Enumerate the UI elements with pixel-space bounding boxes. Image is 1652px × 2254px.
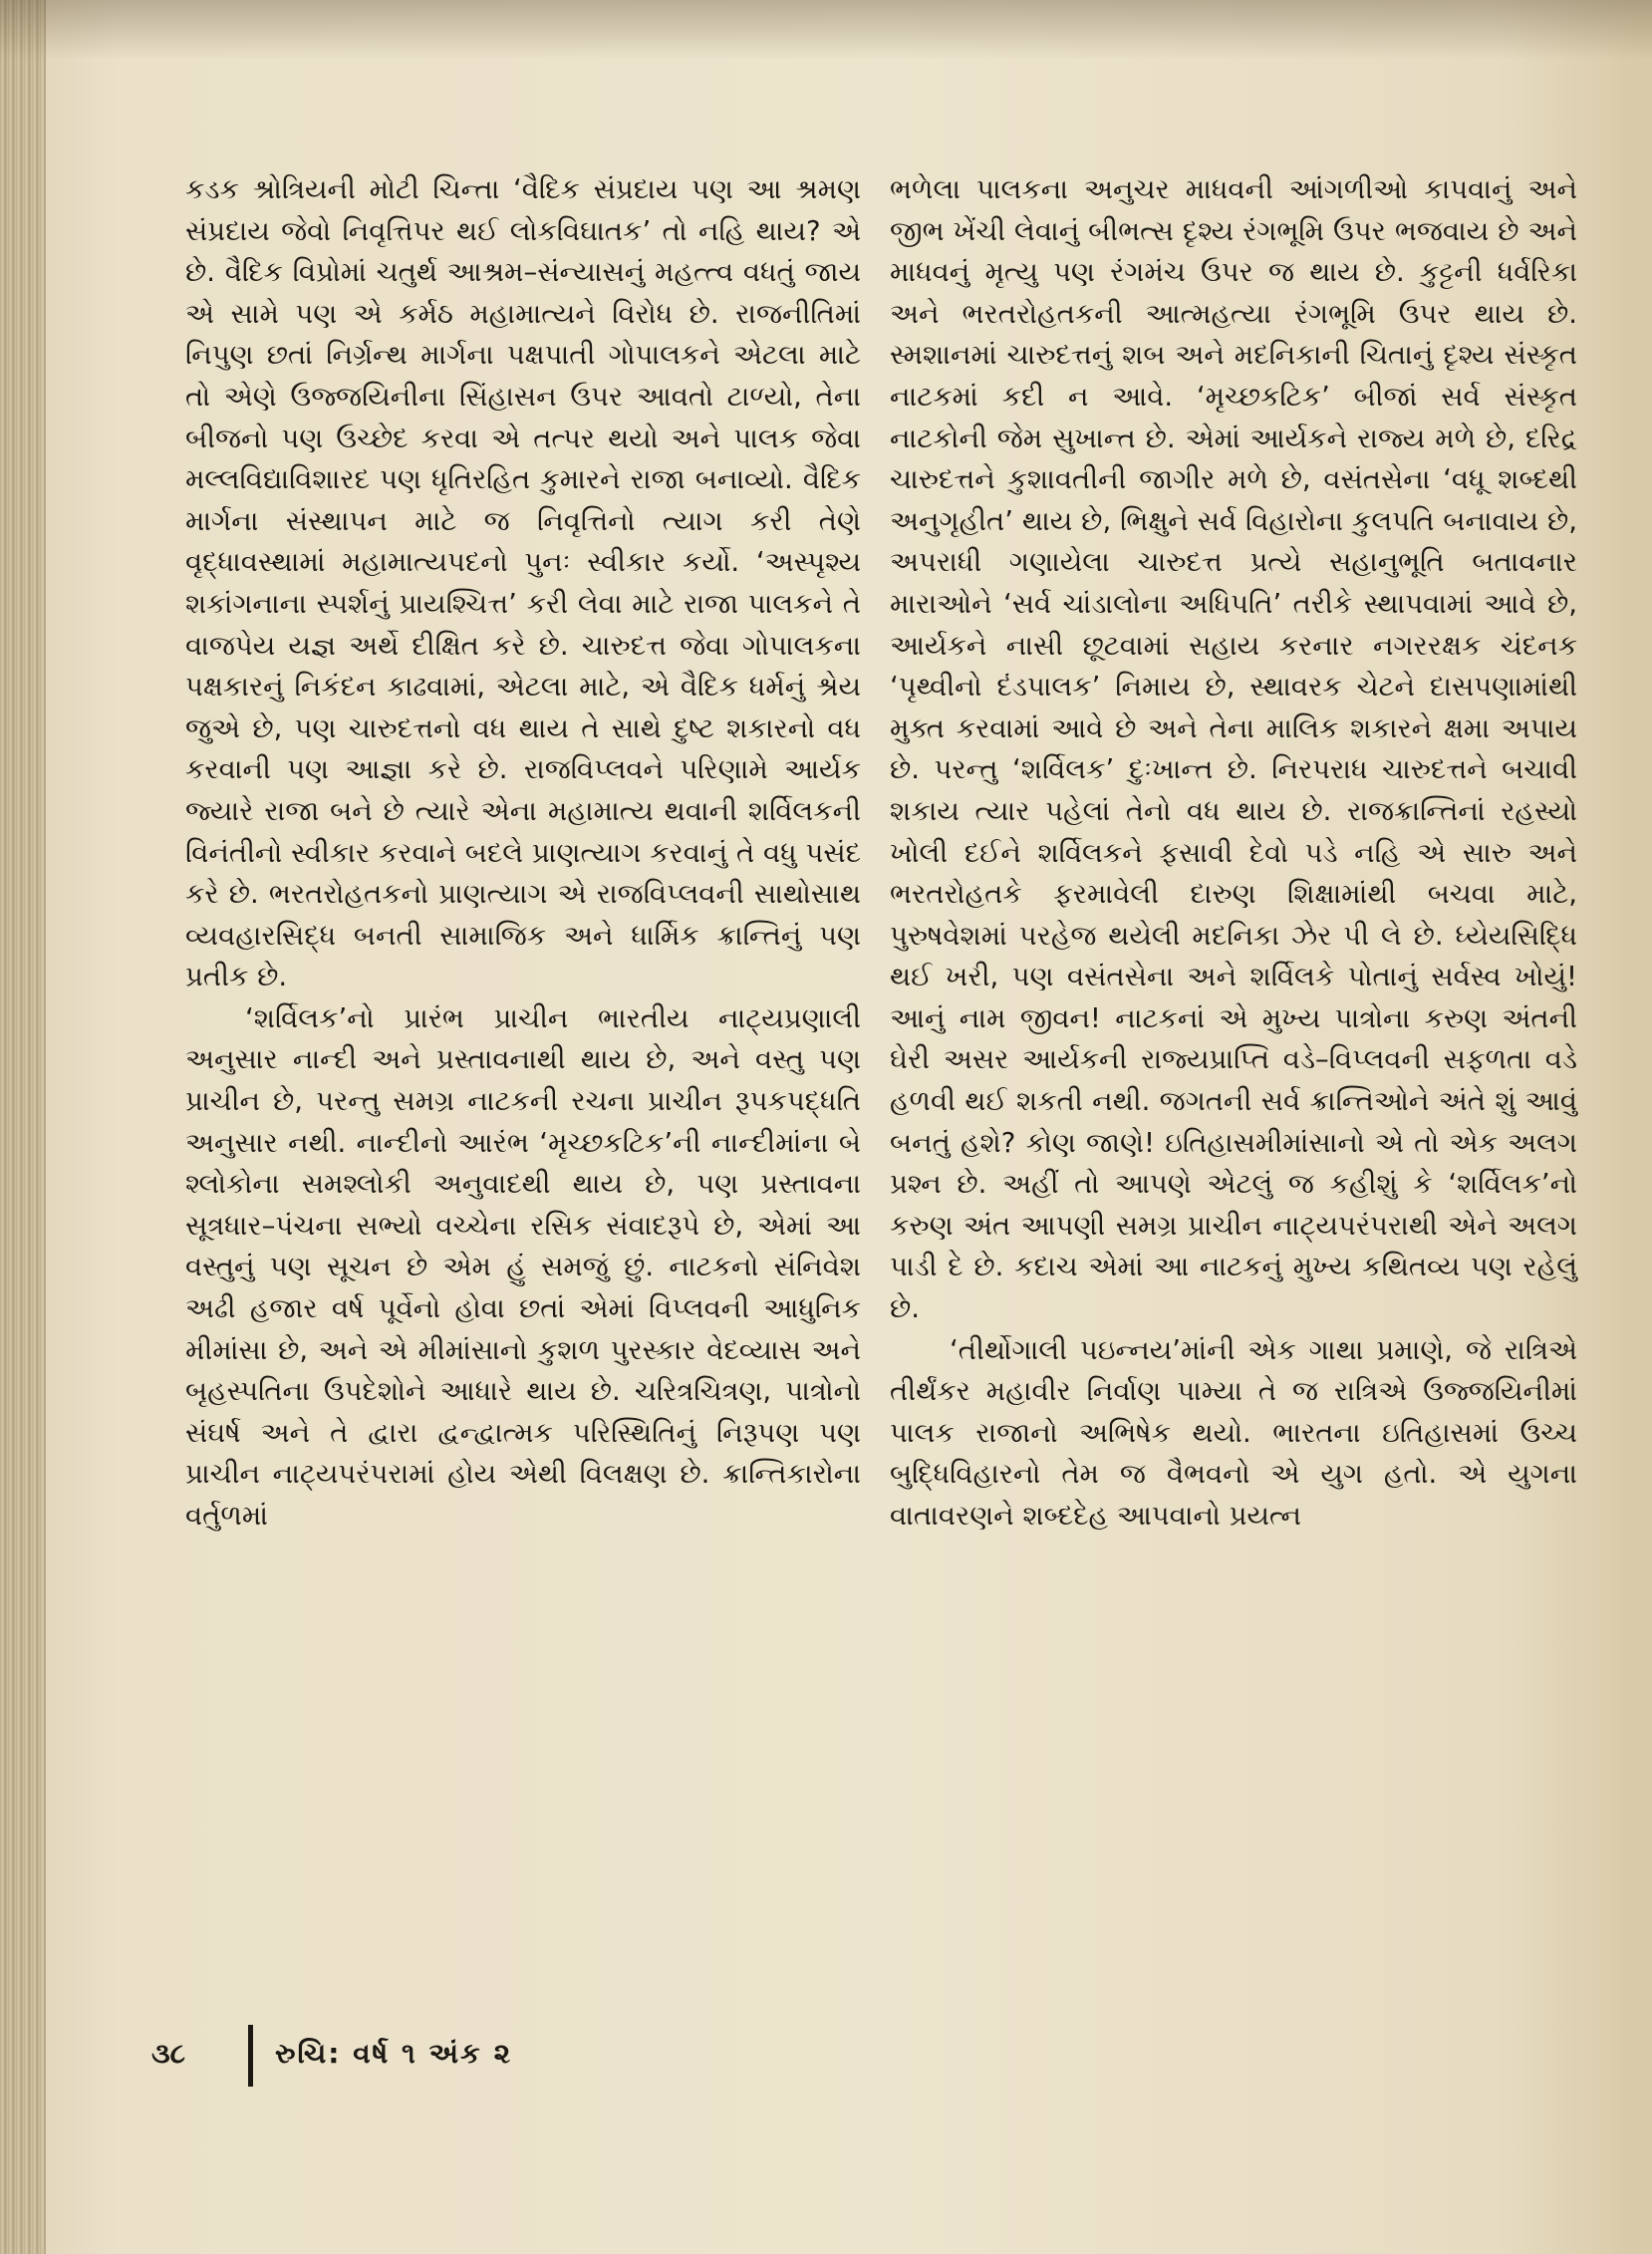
journal-issue-label: રુચિ: વર્ષ ૧ અંક ૨ <box>275 2037 513 2070</box>
right-text-column <box>890 169 1577 1538</box>
page-footer <box>151 2025 749 2085</box>
left-text-column <box>185 169 861 1538</box>
left-paragraph-2: ‘શર્વિલક’નો પ્રારંભ પ્રાચીન ભારતીય નાટ્યપ્રણાલી અનુસાર નાન્દી અને પ્રસ્તાવનાથી થાય છે, અને વસ્તુ પણ પ્રાચીન છે, પરન્તુ સમગ્ર નાટકની રચના પ્રાચીન રૂપકપદ્ધતિ અનુસાર નથી. નાન્દીનો આરંભ ‘મૃચ્છકટિક’ની નાન્દીમાંના બે શ્લોકોના સમશ્લોકી અનુવાદથી થાય છે, પણ પ્રસ્તાવના સૂત્રધાર–પંચના સભ્યો વચ્ચેના રસિક સંવાદરૂપે છે, એમાં આ વસ્તુનું પણ સૂચન છે એમ હું સમજું છું. નાટકનો સંનિવેશ અઢી હજાર વર્ષ પૂર્વેનો હોવા છતાં એમાં વિપ્લવની આધુનિક મીમાંસા છે, અને એ મીમાંસાનો કુશળ પુરસ્કાર વેદવ્યાસ અને બૃહસ્પતિના ઉપદેશોને આધારે થાય છે. ચરિત્રચિત્રણ, પાત્રોનો સંઘર્ષ અને તે દ્વારા દ્વન્દ્વાત્મક પરિસ્થિતિનું નિરૂપણ પણ પ્રાચીન નાટ્યપરંપરામાં હોય એથી વિલક્ષણ છે. ક્રાન્તિકારોના વર્તુળમાં <box>185 1001 861 1532</box>
right-paragraph-2: ‘તીર્થોગાલી પઇન્નય’માંની એક ગાથા પ્રમાણે, જે રાત્રિએ તીર્થંકર મહાવીર નિર્વાણ પામ્યા તે જ રાત્રિએ ઉજ્જયિનીમાં પાલક રાજાનો અભિષેક થયો. ભારતના ઇતિહાસમાં ઉચ્ચ બુદ્ધિવિહારનો તેમ જ વૈભવનો એ યુગ હતો. એ યુગના વાતાવરણને શબ્દદેહ આપવાનો પ્રયત્ન <box>890 1333 1577 1532</box>
footer-divider <box>248 2025 253 2087</box>
page-number: ૩૮ <box>151 2037 186 2070</box>
page-top-shadow <box>0 0 1652 60</box>
left-paragraph-1: કડક શ્રોત્રિયની મોટી ચિન્તા ‘વૈદિક સંપ્રદાય પણ આ શ્રમણ સંપ્રદાય જેવો નિવૃત્તિપર થઈ લોકવિઘાતક’ તો નહિ થાય? એ છે. વૈદિક વિપ્રોમાં ચતુર્થ આશ્રમ–સંન્યાસનું મહત્ત્વ વધતું જાય એ સામે પણ એ કર્મઠ મહામાત્યને વિરોધ છે. રાજનીતિમાં નિપુણ છતાં નિર્ગ્રન્થ માર્ગના પક્ષપાતી ગોપાલકને એટલા માટે તો એણે ઉજ્જયિનીના સિંહાસન ઉપર આવતો ટાળ્યો, તેના બીજનો પણ ઉચ્છેદ કરવા એ તત્પર થયો અને પાલક જેવા મલ્લવિદ્યાવિશારદ પણ ધૃતિરહિત કુમારને રાજા બનાવ્યો. વૈદિક માર્ગના સંસ્થાપન માટે જ નિવૃત્તિનો ત્યાગ કરી તેણે વૃદ્ધાવસ્થામાં મહામાત્યપદનો પુનઃ સ્વીકાર કર્યો. ‘અસ્પૃશ્ય શકાંગનાના સ્પર્શનું પ્રાયશ્ચિત્ત’ કરી લેવા માટે રાજા પાલકને તે વાજપેય યજ્ઞ અર્થે દીક્ષિત કરે છે. ચારુદત્ત જેવા ગોપાલકના પક્ષકારનું નિકંદન કાઢવામાં, એટલા માટે, એ વૈદિક ધર્મનું શ્રેય જુએ છે, પણ ચારુદત્તનો વધ થાય તે સાથે દુષ્ટ શકારનો વધ કરવાની પણ આજ્ઞા કરે છે. રાજવિપ્લવને પરિણામે આર્યક જ્યારે રાજા બને છે ત્યારે એના મહામાત્ય થવાની શર્વિલકની વિનંતીનો સ્વીકાર કરવાને બદલે પ્રાણત્યાગ કરવાનું તે વધુ પસંદ કરે છે. ભરતરોહતકનો પ્રાણત્યાગ એ રાજવિપ્લવની સાથોસાથ વ્યવહારસિદ્ધ બનતી સામાજિક અને ધાર્મિક ક્રાન્તિનું પણ પ્રતીક છે. <box>185 173 861 993</box>
right-paragraph-1: ભળેલા પાલકના અનુચર માધવની આંગળીઓ કાપવાનું અને જીભ ખેંચી લેવાનું બીભત્સ દૃશ્ય રંગભૂમિ ઉપર ભજવાય છે અને માધવનું મૃત્યુ પણ રંગમંચ ઉપર જ થાય છે. કુટ્ટની ધર્વરિકા અને ભરતરોહતકની આત્મહત્યા રંગભૂમિ ઉપર થાય છે. સ્મશાનમાં ચારુદત્તનું શબ અને મદનિકાની ચિતાનું દૃશ્ય સંસ્કૃત નાટકમાં કદી ન આવે. ‘મૃચ્છકટિક’ બીજાં સર્વ સંસ્કૃત નાટકોની જેમ સુખાન્ત છે. એમાં આર્યકને રાજ્ય મળે છે, દરિદ્ર ચારુદત્તને કુશાવતીની જાગીર મળે છે, વસંતસેના ‘વધૂ શબ્દથી અનુગૃહીત’ થાય છે, ભિક્ષુને સર્વ વિહારોના કુલપતિ બનાવાય છે, અપરાધી ગણાયેલા ચારુદત્ત પ્રત્યે સહાનુભૂતિ બતાવનાર મારાઓને ‘સર્વ ચાંડાલોના અધિપતિ’ તરીકે સ્થાપવામાં આવે છે, આર્યકને નાસી છૂટવામાં સહાય કરનાર નગરરક્ષક ચંદનક ‘પૃથ્વીનો દંડપાલક’ નિમાય છે, સ્થાવરક ચેટને દાસપણામાંથી મુક્ત કરવામાં આવે છે અને તેના માલિક શકારને ક્ષમા અપાય છે. પરન્તુ ‘શર્વિલક’ દુઃખાન્ત છે. નિરપરાધ ચારુદત્તને બચાવી શકાય ત્યાર પહેલાં તેનો વધ થાય છે. રાજક્રાન્તિનાં રહસ્યો ખોલી દઈને શર્વિલકને ફસાવી દેવો પડે નહિ એ સારુ અને ભરતરોહતકે ફરમાવેલી દારુણ શિક્ષામાંથી બચવા માટે, પુરુષવેશમાં પરહેજ થયેલી મદનિકા ઝેર પી લે છે. ધ્યેયસિદ્ધિ થઈ ખરી, પણ વસંતસેના અને શર્વિલકે પોતાનું સર્વસ્વ ખોયું! આનું નામ જીવન! નાટકનાં એ મુખ્ય પાત્રોના કરુણ અંતની ઘેરી અસર આર્યકની રાજ્યપ્રાપ્તિ વડે–વિપ્લવની સફળતા વડે હળવી થઈ શકતી નથી. જગતની સર્વ ક્રાન્તિઓને અંતે શું આવું બનતું હશે? કોણ જાણે! ઇતિહાસમીમાંસાનો એ તો એક અલગ પ્રશ્ન છે. અહીં તો આપણે એટલું જ કહીશું કે ‘શર્વિલક’નો કરુણ અંત આપણી સમગ્ર પ્રાચીન નાટ્યપરંપરાથી એને અલગ પાડી દે છે. કદાચ એમાં આ નાટકનું મુખ્ય કથિતવ્ય પણ રહેલું છે. <box>890 173 1577 1325</box>
page-spine-edge <box>0 0 46 2254</box>
